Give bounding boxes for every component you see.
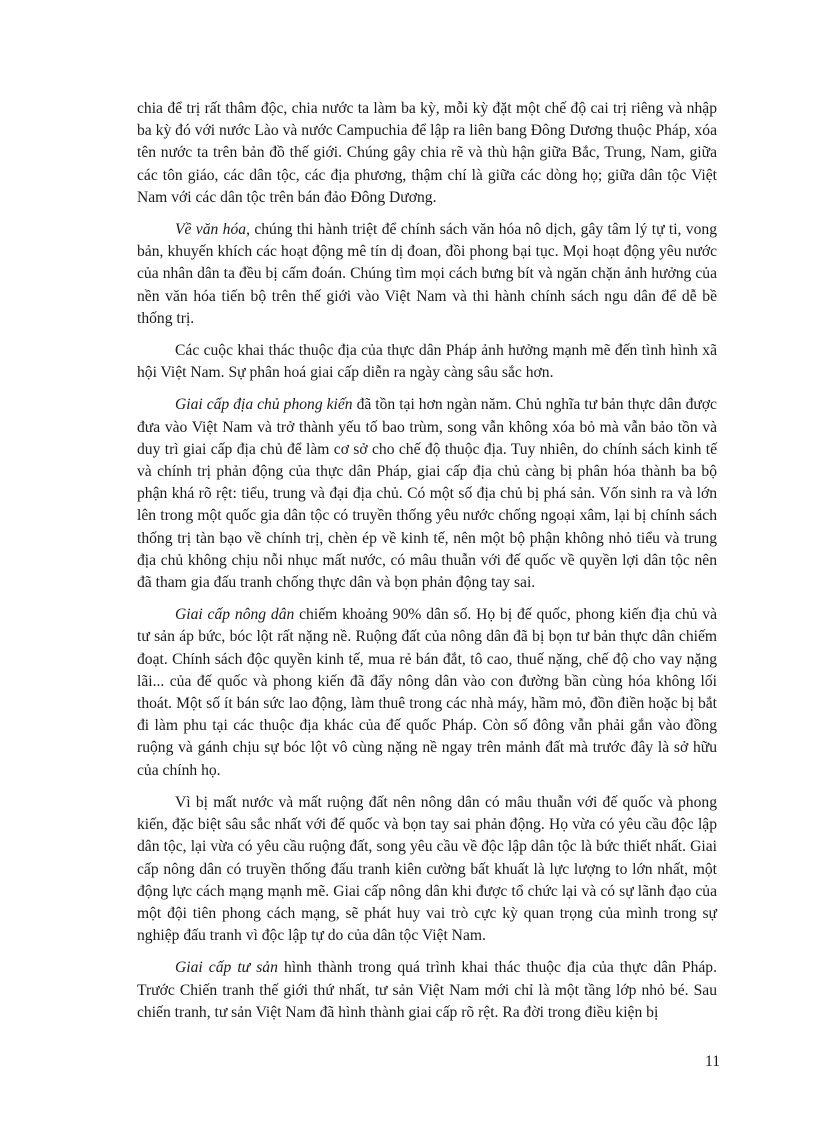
paragraph-1 xyxy=(137,98,717,209)
paragraph-2 xyxy=(137,219,717,330)
paragraph-4 xyxy=(137,394,717,594)
paragraph-5 xyxy=(137,604,717,782)
paragraph-7 xyxy=(137,957,717,1024)
paragraph-1-text: chia để trị rất thâm độc, chia nước ta làm ba kỳ, mỗi kỳ đặt một chế độ cai trị riêng và nhập ba kỳ đó với nước Lào và nước Campuchia để lập ra liên bang Đông Dương thuộc Pháp, xóa tên nước ta trên bản đồ thế giới. Chúng gây chia rẽ và thù hận giữa Bắc, Trung, Nam, giữa các tôn giáo, các dân tộc, các địa phương, thậm chí là giữa các dòng họ; giữa dân tộc Việt Nam với các dân tộc trên bán đảo Đông Dương. xyxy=(137,100,717,206)
paragraph-5-heading: Giai cấp nông dân xyxy=(175,606,295,624)
paragraph-4-heading: Giai cấp địa chủ phong kiến xyxy=(175,396,353,414)
paragraph-3-text: Các cuộc khai thác thuộc địa của thực dân Pháp ảnh hưởng mạnh mẽ đến tình hình xã hội Việt Nam. Sự phân hoá giai cấp diễn ra ngày càng sâu sắc hơn. xyxy=(137,342,717,382)
paragraph-2-text: , chúng thi hành triệt để chính sách văn hóa nô dịch, gây tâm lý tự ti, vong bản, khuyến khích các hoạt động mê tín dị đoan, đồi phong bại tục. Mọi hoạt động yêu nước của nhân dân ta đều bị cấm đoán. Chúng tìm mọi cách bưng bít và ngăn chặn ảnh hưởng của nền văn hóa tiến bộ trên thế giới vào Việt Nam và thi hành chính sách ngu dân để dễ bề thống trị. xyxy=(137,221,717,327)
paragraph-2-heading: Về văn hóa xyxy=(175,221,247,239)
paragraph-5-text: chiếm khoảng 90% dân số. Họ bị đế quốc, phong kiến địa chủ và tư sản áp bức, bóc lột rất nặng nề. Ruộng đất của nông dân đã bị bọn tư bản thực dân chiếm đoạt. Chính sách độc quyền kinh tế, mua rẻ bán đắt, tô cao, thuế nặng, chế độ cho vay nặng lãi... của đế quốc và phong kiến đã đẩy nông dân vào con đường bần cùng hóa không lối thoát. Một số ít bán sức lao động, làm thuê trong các nhà máy, hầm mỏ, đồn điền hoặc bị bắt đi làm phu tại các thuộc địa khác của đế quốc Pháp. Còn số đông vẫn phải gắn vào đồng ruộng và gánh chịu sự bóc lột vô cùng nặng nề ngay trên mảnh đất mà trước đây là sở hữu của chính họ. xyxy=(137,606,718,779)
page-body xyxy=(137,98,717,1034)
paragraph-7-text: hình thành trong quá trình khai thác thuộc địa của thực dân Pháp. Trước Chiến tranh thế giới thứ nhất, tư sản Việt Nam mới chỉ là một tầng lớp nhỏ bé. Sau chiến tranh, tư sản Việt Nam đã hình thành giai cấp rõ rệt. Ra đời trong điều kiện bị xyxy=(137,959,718,1021)
paragraph-6 xyxy=(137,792,717,947)
paragraph-6-text: Vì bị mất nước và mất ruộng đất nên nông dân có mâu thuẫn với đế quốc và phong kiến, đặc biệt sâu sắc nhất với đế quốc và bọn tay sai phản động. Họ vừa có yêu cầu độc lập dân tộc, lại vừa có yêu cầu ruộng đất, song yêu cầu về độc lập dân tộc là bức thiết nhất. Giai cấp nông dân có truyền thống đấu tranh kiên cường bất khuất là lực lượng to lớn nhất, một động lực cách mạng mạnh mẽ. Giai cấp nông dân khi được tổ chức lại và có sự lãnh đạo của một đội tiên phong cách mạng, sẽ phát huy vai trò cực kỳ quan trọng của mình trong sự nghiệp đấu tranh vì độc lập tự do của dân tộc Việt Nam. xyxy=(137,793,717,945)
paragraph-4-text: đã tồn tại hơn ngàn năm. Chủ nghĩa tư bản thực dân được đưa vào Việt Nam và trở thành yếu tố bao trùm, song vẫn không xóa bỏ mà vẫn bảo tồn và duy trì giai cấp địa chủ để làm cơ sở cho chế độ thuộc địa. Tuy nhiên, do chính sách kinh tế và chính trị phản động của thực dân Pháp, giai cấp địa chủ càng bị phân hóa thành ba bộ phận khá rõ rệt: tiểu, trung và đại địa chủ. Có một số địa chủ bị phá sản. Vốn sinh ra và lớn lên trong một quốc gia dân tộc có truyền thống yêu nước chống ngoại xâm, lại bị chính sách thống trị tàn bạo về chính trị, chèn ép về kinh tế, nên một bộ phận không nhỏ tiểu và trung địa chủ không chịu nỗi nhục mất nước, có mâu thuẫn với đế quốc về quyền lợi dân tộc nên đã tham gia đấu tranh chống thực dân và bọn phản động tay sai. xyxy=(137,396,717,592)
paragraph-7-heading: Giai cấp tư sản xyxy=(175,959,278,977)
paragraph-3 xyxy=(137,340,717,384)
page-number: 11 xyxy=(704,1053,720,1070)
